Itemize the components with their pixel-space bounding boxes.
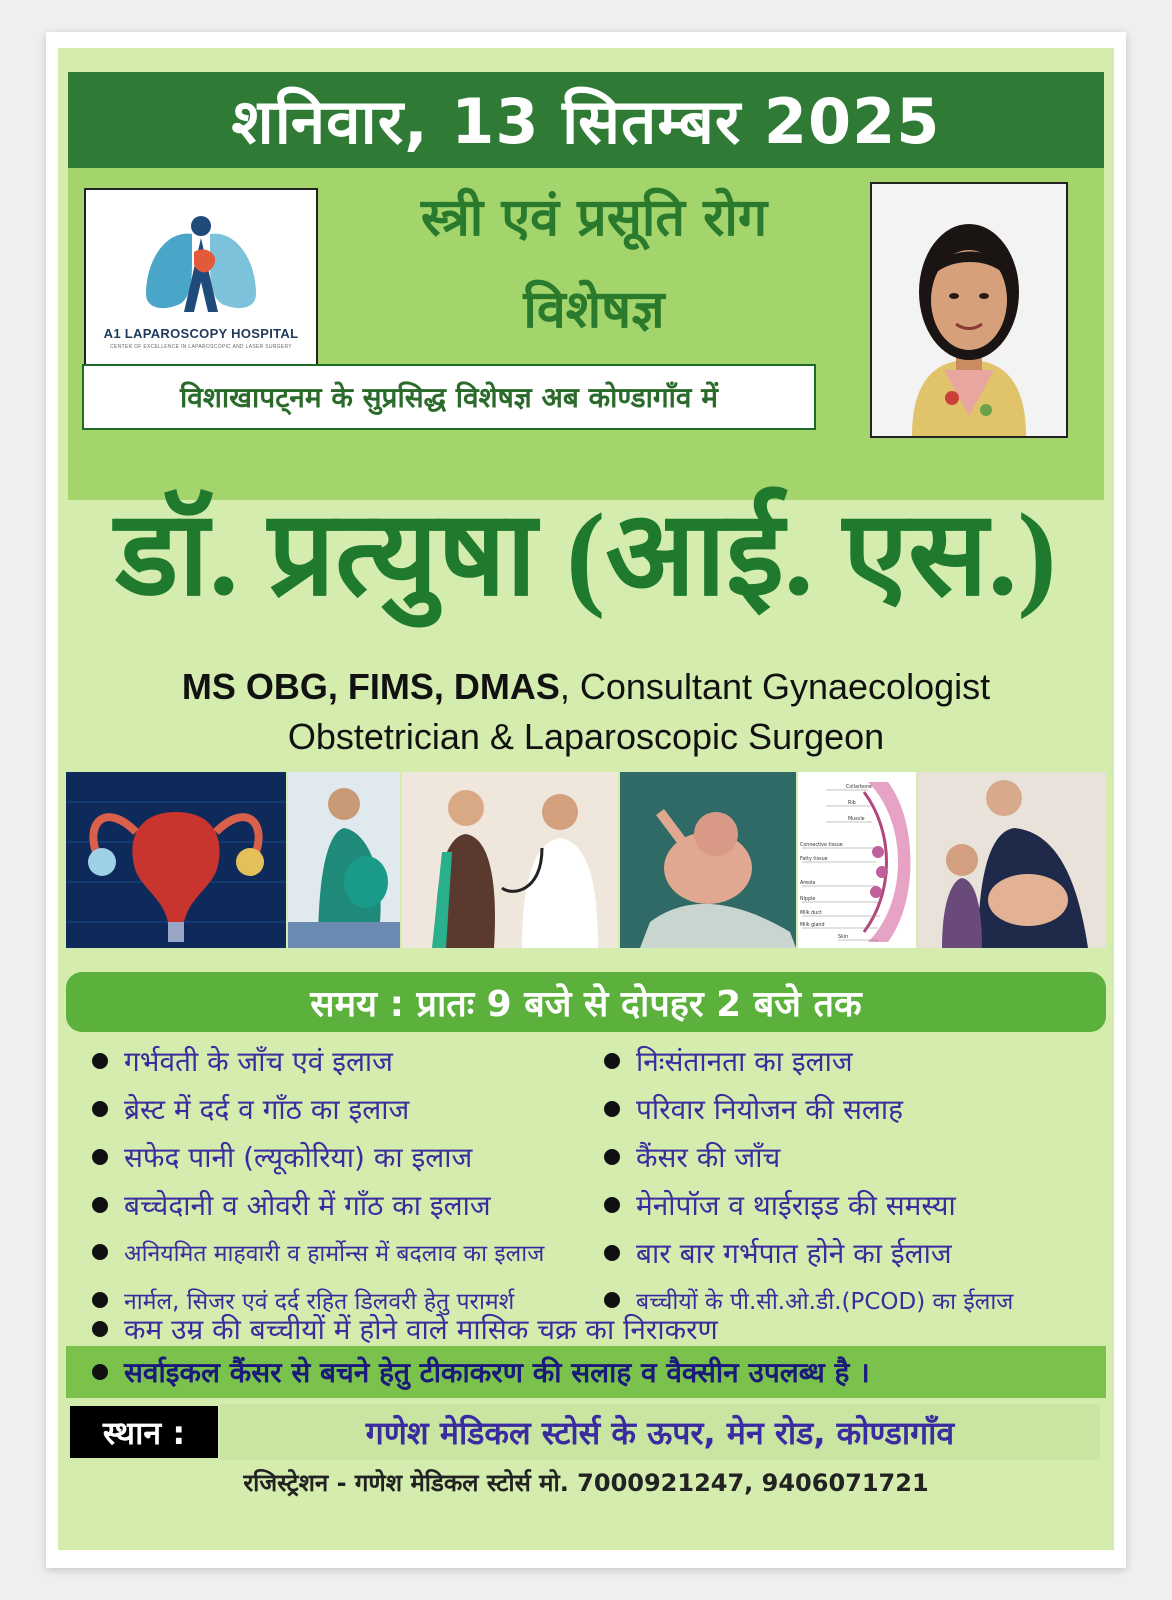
specialty-line-1: स्त्री एवं प्रसूति रोग bbox=[420, 188, 768, 248]
pregnant-woman-photo bbox=[288, 772, 400, 948]
doctor-photo bbox=[870, 182, 1068, 438]
bullet-icon bbox=[92, 1101, 108, 1117]
label-areola: Areola bbox=[800, 881, 816, 886]
label-connective-tissue: Connective tissue bbox=[800, 843, 843, 848]
service-item: बार बार गर्भपात होने का ईलाज bbox=[604, 1234, 952, 1272]
bullet-icon bbox=[604, 1292, 620, 1308]
newborn-delivery-photo bbox=[620, 772, 796, 948]
doctor-name: डॉ. प्रत्युषा (आई. एस.) bbox=[115, 489, 1057, 620]
label-muscle: Muscle bbox=[848, 817, 865, 822]
label-collarbone: Collarbone bbox=[846, 785, 872, 790]
doctor-portrait-image bbox=[872, 184, 1066, 436]
lungs-logo-icon bbox=[136, 212, 266, 322]
service-item: सफेद पानी (ल्यूकोरिया) का इलाज bbox=[92, 1138, 472, 1176]
specialty-line-2: विशेषज्ञ bbox=[523, 280, 665, 340]
date-banner: शनिवार, 13 सितम्बर 2025 bbox=[68, 72, 1104, 168]
designation: , Consultant Gynaecologist bbox=[559, 666, 991, 707]
registration-info: रजिस्ट्रेशन - गणेश मेडिकल स्टोर्स मो. 7000921247, 9406071721 bbox=[243, 1469, 929, 1497]
bullet-icon bbox=[92, 1364, 108, 1380]
timing-banner: समय : प्रातः 9 बजे से दोपहर 2 बजे तक bbox=[66, 972, 1106, 1032]
label-fatty-tissue: Fatty tissue bbox=[800, 857, 828, 862]
breast-anatomy-diagram bbox=[798, 772, 916, 948]
tagline: विशाखापट्नम के सुप्रसिद्ध विशेषज्ञ अब कोण्डागाँव में bbox=[82, 364, 816, 430]
bullet-icon bbox=[92, 1292, 108, 1308]
qualifications-line-2: Obstetrician & Laparoscopic Surgeon bbox=[287, 716, 885, 757]
service-item: मेनोपॉज व थाईराइड की समस्या bbox=[604, 1186, 956, 1224]
degrees: MS OBG, FIMS, DMAS bbox=[181, 666, 560, 707]
vaccine-text: सर्वाइकल कैंसर से बचने हेतु टीकाकरण की सलाह व वैक्सीन उपलब्ध है । bbox=[124, 1356, 870, 1389]
service-item: परिवार नियोजन की सलाह bbox=[604, 1090, 903, 1128]
health-camp-poster bbox=[58, 48, 1114, 1550]
service-item: बच्चेदानी व ओवरी में गाँठ का इलाज bbox=[92, 1186, 491, 1224]
label-skin: Skin bbox=[838, 935, 849, 940]
bullet-icon bbox=[604, 1101, 620, 1117]
location-label: स्थान : bbox=[70, 1406, 218, 1458]
label-milk-gland: Milk gland bbox=[800, 923, 825, 928]
mother-child-photo bbox=[918, 772, 1106, 948]
service-item-full: कम उम्र की बच्चीयों में होने वाले मासिक चक्र का निराकरण bbox=[92, 1310, 718, 1348]
bullet-icon bbox=[604, 1245, 620, 1261]
bullet-icon bbox=[604, 1197, 620, 1213]
service-item: गर्भवती के जाँच एवं इलाज bbox=[92, 1042, 393, 1080]
service-item: निःसंतानता का इलाज bbox=[604, 1042, 853, 1080]
location-address: गणेश मेडिकल स्टोर्स के ऊपर, मेन रोड, कोण्डागाँव bbox=[220, 1404, 1100, 1460]
label-milk-duct: Milk duct bbox=[800, 911, 822, 916]
bullet-icon bbox=[604, 1053, 620, 1069]
bullet-icon bbox=[604, 1149, 620, 1165]
service-item: नार्मल, सिजर एवं दर्द रहित डिलवरी हेतु परामर्श bbox=[92, 1284, 514, 1316]
hospital-subtitle: CENTER OF EXCELLENCE IN LAPAROSCOPIC AND LASER SURGERY bbox=[110, 344, 292, 350]
label-rib: Rib bbox=[848, 801, 856, 806]
bullet-icon bbox=[92, 1321, 108, 1337]
doctor-consultation-photo bbox=[402, 772, 618, 948]
uterus-illustration bbox=[66, 772, 286, 948]
bullet-icon bbox=[92, 1197, 108, 1213]
service-item: ब्रेस्ट में दर्द व गाँठ का इलाज bbox=[92, 1090, 409, 1128]
hospital-logo bbox=[84, 188, 318, 370]
bullet-icon bbox=[92, 1244, 108, 1260]
service-item: बच्चीयों के पी.सी.ओ.डी.(PCOD) का ईलाज bbox=[604, 1284, 1013, 1316]
label-nipple: Nipple bbox=[800, 897, 816, 902]
service-item: अनियमित माहवारी व हार्मोन्स में बदलाव का इलाज bbox=[92, 1236, 544, 1268]
service-item: कैंसर की जाँच bbox=[604, 1138, 780, 1176]
medical-image-strip bbox=[66, 772, 1106, 948]
bullet-icon bbox=[92, 1053, 108, 1069]
bullet-icon bbox=[92, 1149, 108, 1165]
qualifications-line-1 bbox=[58, 666, 1114, 708]
vaccine-banner bbox=[66, 1346, 1106, 1398]
hospital-name: A1 LAPAROSCOPY HOSPITAL bbox=[103, 326, 299, 341]
